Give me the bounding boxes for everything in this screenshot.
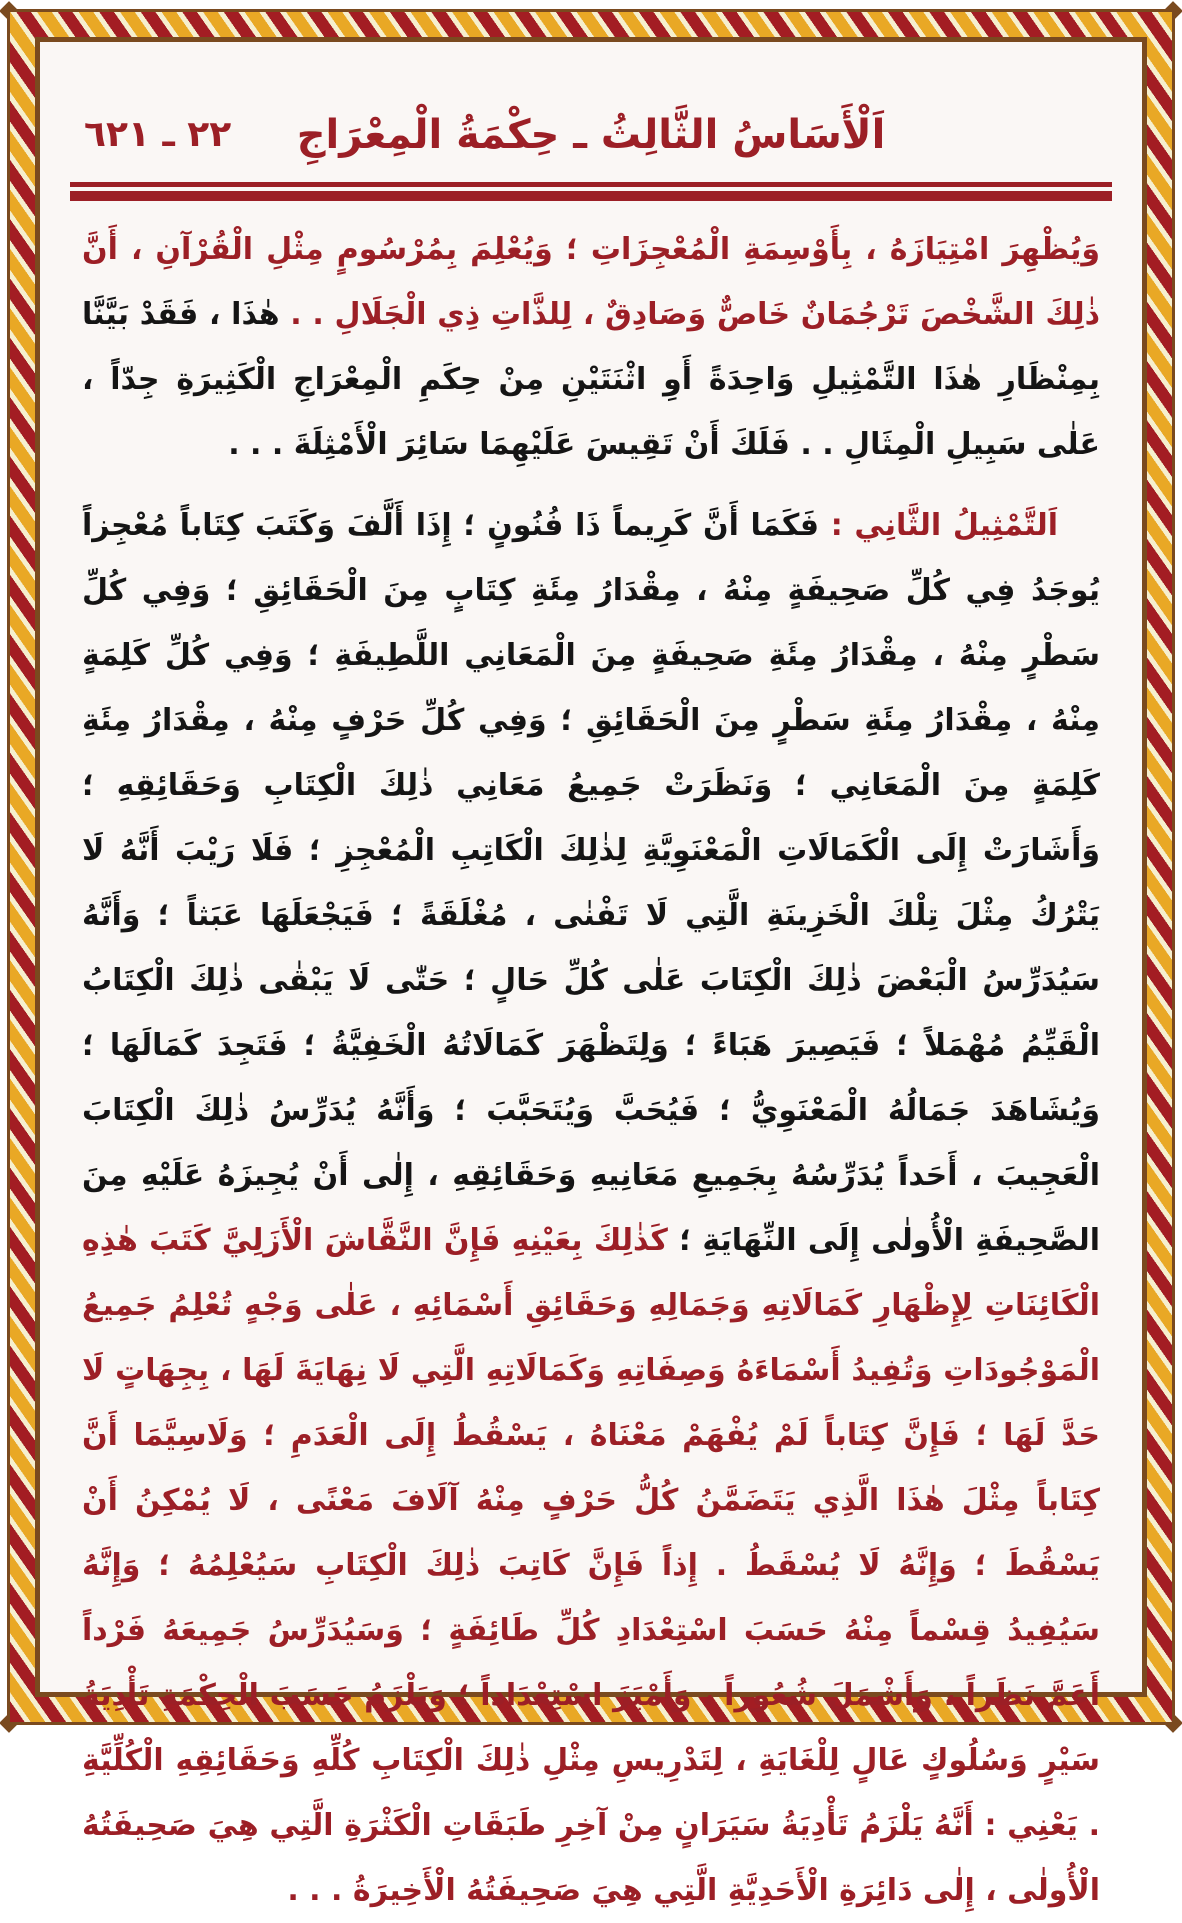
paragraph [82, 493, 1100, 1923]
text-segment-black: فَكَمَا أَنَّ كَرِيماً ذَا فُنُونٍ ؛ إِذَا أَلَّفَ وَكَتَبَ كِتَاباً مُعْجِزاً يُوجَدُ فِي كُلِّ صَحِيفَةٍ مِنْهُ ، مِقْدَارُ مِئَةِ كِتَابٍ مِنَ الْحَقَائِقِ ؛ وَفِي كُلِّ سَطْرٍ مِنْهُ ، مِقْدَارُ مِئَةِ صَحِيفَةٍ مِنَ الْمَعَانِي اللَّطِيفَةِ ؛ وَفِي كُلِّ كَلِمَةٍ مِنْهُ ، مِقْدَارُ مِئَةِ سَطْرٍ مِنَ الْحَقَائِقِ ؛ وَفِي كُلِّ حَرْفٍ مِنْهُ ، مِقْدَارُ مِئَةِ كَلِمَةٍ مِنَ الْمَعَانِي ؛ وَنَظَرَتْ جَمِيعُ مَعَانِي ذٰلِكَ الْكِتَابِ وَحَقَائِقِهِ ؛ وَأَشَارَتْ إِلَى الْكَمَالَاتِ الْمَعْنَوِيَّةِ لِذٰلِكَ الْكَاتِبِ الْمُعْجِزِ ؛ فَلَا رَيْبَ أَنَّهُ لَا يَتْرُكُ مِثْلَ تِلْكَ الْخَزِينَةِ الَّتِي لَا تَفْنٰى ، مُغْلَقَةً ؛ فَيَجْعَلَهَا عَبَثاً ؛ وَأَنَّهُ سَيُدَرِّسُ الْبَعْضَ ذٰلِكَ الْكِتَابَ عَلٰى كُلِّ حَالٍ ؛ حَتّٰى لَا يَبْقٰى ذٰلِكَ الْكِتَابُ الْقَيِّمُ مُهْمَلاً ؛ فَيَصِيرَ هَبَاءً ؛ وَلِتَظْهَرَ كَمَالَاتُهُ الْخَفِيَّةُ ؛ فَتَجِدَ كَمَالَهَا ؛ وَيُشَاهَدَ جَمَالُهُ الْمَعْنَوِيُّ ؛ فَيُحَبَّ وَيُتَحَبَّبَ ؛ وَأَنَّهُ يُدَرِّسُ ذٰلِكَ الْكِتَابَ الْعَجِيبَ ، أَحَداً يُدَرِّسُهُ بِجَمِيعِ مَعَانِيهِ وَحَقَائِقِهِ ، إِلٰى أَنْ يُجِيزَهُ عَلَيْهِ مِنَ الصَّحِيفَةِ الْأُولٰى إِلَى النِّهَايَةِ ؛ [82, 508, 1100, 1258]
page-surface [35, 37, 1147, 1908]
text-segment-red: وَيُظْهِرَ امْتِيَازَهُ ، بِأَوْسِمَةِ الْمُعْجِزَاتِ ؛ وَيُعْلِمَ بِمُرْسُومٍ مِثْلِ الْقُرْآنِ ، أَنَّ ذٰلِكَ الشَّخْصَ تَرْجُمَانٌ خَاصٌّ وَصَادِقٌ ، لِلذَّاتِ ذِي الْجَلَالِ . . [82, 232, 1100, 332]
page-number: ٢٢ ـ ٦٢١ [84, 114, 232, 155]
text-body [70, 217, 1112, 1923]
section-title: اَلْأَسَاسُ الثَّالِثُ ـ حِكْمَةُ الْمِعْرَاجِ [296, 112, 886, 158]
text-segment-red: اَلتَّمْثِيلُ الثَّانِي : [819, 508, 1058, 543]
decorative-chain-border [7, 9, 1175, 1908]
paragraph [82, 217, 1100, 477]
text-segment-red: كَذٰلِكَ بِعَيْنِهِ فَإِنَّ النَّقَّاشَ الْأَزَلِيَّ كَتَبَ هٰذِهِ الْكَائِنَاتِ لِإِظْهَارِ كَمَالَاتِهِ وَجَمَالِهِ وَحَقَائِقِ أَسْمَائِهِ ، عَلٰى وَجْهٍ تُعْلِمُ جَمِيعُ الْمَوْجُودَاتِ وَتُفِيدُ أَسْمَاءَهُ وَصِفَاتِهِ وَكَمَالَاتِهِ الَّتِي لَا نِهَايَةَ لَهَا ، بِجِهَاتٍ لَا حَدَّ لَهَا ؛ فَإِنَّ كِتَاباً لَمْ يُفْهَمْ مَعْنَاهُ ، يَسْقُطُ إِلَى الْعَدَمِ ؛ وَلَاسِيَّمَا أَنَّ كِتَاباً مِثْلَ هٰذَا الَّذِي يَتَضَمَّنُ كُلُّ حَرْفٍ مِنْهُ آلَافَ مَعْنًى ، لَا يُمْكِنُ أَنْ يَسْقُطَ ؛ وَإِنَّهُ لَا يُسْقَطُ . إِذاً فَإِنَّ كَاتِبَ ذٰلِكَ الْكِتَابِ سَيُعْلِمُهُ ؛ وَإِنَّهُ سَيُفِيدُ قِسْماً مِنْهُ حَسَبَ اسْتِعْدَادِ كُلِّ طَائِفَةٍ ؛ وَسَيُدَرِّسُ جَمِيعَهُ فَرْداً أَعَمَّ نَظَراً ، وَأَشْمَلَ شُعُوراً ، وَأَمْيَزَ اسْتِعْدَاداً ؛ وَيَلْزَمُ حَسَبَ الْحِكْمَةِ تَأْدِيَةُ سَيْرٍ وَسُلُوكٍ عَالٍ لِلْغَايَةِ ، لِتَدْرِيسِ مِثْلِ ذٰلِكَ الْكِتَابِ كُلِّهِ وَحَقَائِقِهِ الْكُلِّيَّةِ . يَعْنِي : أَنَّهُ يَلْزَمُ تَأْدِيَةُ سَيَرَانٍ مِنْ آخِرِ طَبَقَاتِ الْكَثْرَةِ الَّتِي هِيَ صَحِيفَتُهُ الْأُولٰى ، إِلٰى دَائِرَةِ الْأَحَدِيَّةِ الَّتِي هِيَ صَحِيفَتُهُ الْأَخِيرَةُ . . . [82, 1223, 1100, 1908]
text-segment-black: هٰذَا ، فَقَدْ بَيَّنَّا بِمِنْظَارِ هٰذَا التَّمْثِيلِ وَاحِدَةً أَوِ اثْنَتَيْنِ مِنْ حِكَمِ الْمِعْرَاجِ الْكَثِيرَةِ جِدّاً ، عَلٰى سَبِيلِ الْمِثَالِ . . فَلَكَ أَنْ تَقِيسَ عَلَيْهِمَا سَائِرَ الْأَمْثِلَةَ . . . [82, 297, 1100, 462]
separator-double-rule [70, 182, 1112, 201]
page-header [70, 100, 1112, 170]
